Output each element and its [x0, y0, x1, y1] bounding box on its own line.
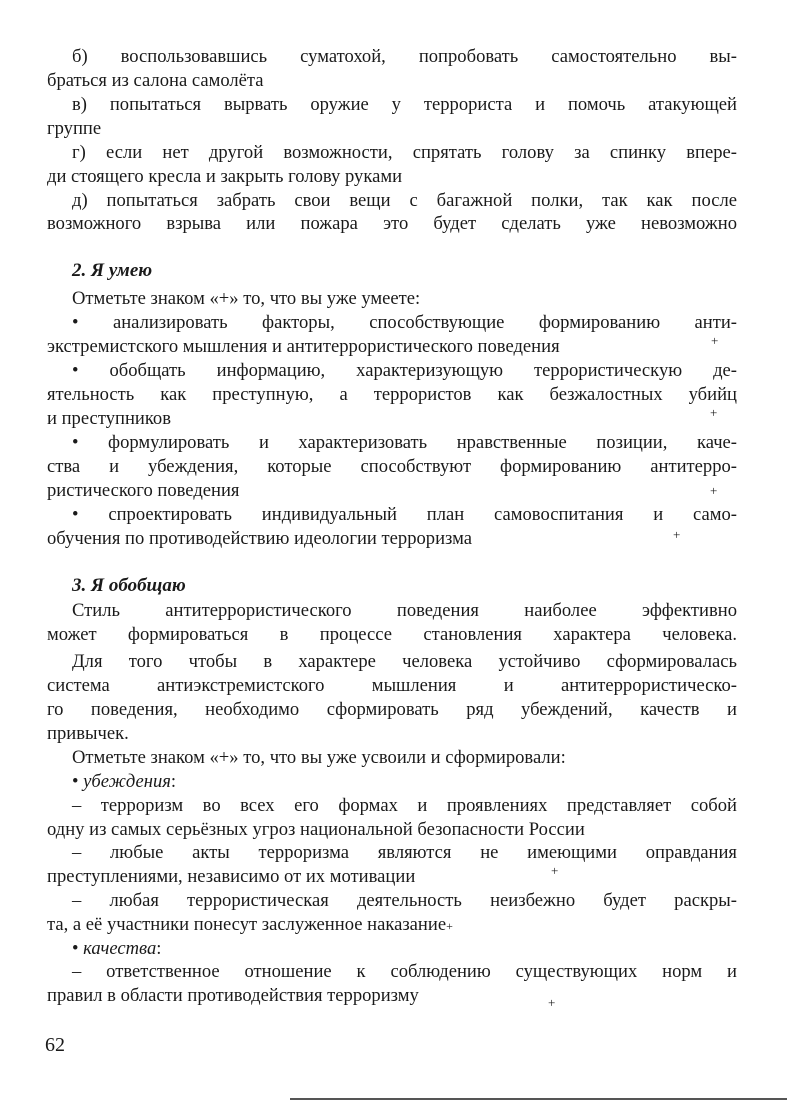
- text-line: и преступников: [47, 408, 172, 429]
- text-line: [72, 937, 737, 961]
- text-line: Отметьте знаком «+» то, что вы уже усвоили и сформировали:: [72, 747, 566, 768]
- text-line: б) воспользовавшись суматохой, попробовать самостоятельно вы-: [72, 46, 737, 67]
- text: та, а её участники понесут заслуженное наказание: [47, 914, 447, 935]
- text-line: система антиэкстремистского мышления и антитеррористическо-: [47, 675, 737, 696]
- text-line: возможного взрыва или пожара это будет сделать уже невозможно: [47, 213, 737, 234]
- text-line: привычек.: [47, 723, 129, 744]
- text-line: – любая террористическая деятельность неизбежно будет раскры-: [72, 890, 737, 911]
- text-line: браться из салона самолёта: [47, 70, 264, 91]
- list-label: качества: [83, 938, 157, 959]
- handwritten-plus-mark: +: [446, 919, 453, 933]
- colon: :: [156, 938, 162, 959]
- handwritten-plus-mark: +: [710, 483, 718, 498]
- text-line: Стиль антитеррористического поведения наиболее эффективно: [72, 600, 737, 621]
- text-line: Отметьте знаком «+» то, что вы уже умеете:: [72, 288, 421, 309]
- text-line: Для того чтобы в характере человека устойчиво сформировалась: [72, 651, 737, 672]
- text-line: может формироваться в процессе становления характера человека.: [47, 624, 737, 645]
- bullet: •: [72, 771, 84, 792]
- text-line: • обобщать информацию, характеризующую террористическую де-: [72, 360, 737, 381]
- text-line: – терроризм во всех его формах и проявлениях представляет собой: [72, 795, 737, 816]
- scan-edge-line: [290, 1098, 787, 1100]
- handwritten-plus-mark: +: [710, 405, 718, 420]
- text-line: – любые акты терроризма являются не имеющими оправдания: [72, 842, 737, 863]
- handwritten-plus-mark: +: [551, 863, 559, 878]
- handwritten-plus-mark: +: [673, 527, 681, 542]
- handwritten-plus-mark: +: [548, 995, 556, 1010]
- text-line: • формулировать и характеризовать нравственные позиции, каче-: [72, 432, 737, 453]
- handwritten-plus-mark: +: [711, 333, 719, 348]
- text-line: [47, 913, 737, 938]
- text-line: [72, 770, 737, 794]
- text-line: г) если нет другой возможности, спрятать голову за спинку впере-: [72, 142, 737, 163]
- text-line: ди стоящего кресла и закрыть голову руками: [47, 166, 403, 187]
- text-line: д) попытаться забрать свои вещи с багажной полки, так как после: [72, 190, 737, 211]
- bullet: •: [72, 938, 84, 959]
- text-line: одну из самых серьёзных угроз национальной безопасности России: [47, 819, 585, 840]
- text-line: правил в области противодействия терроризму: [47, 985, 419, 1006]
- text-line: экстремистского мышления и антитеррористического поведения: [47, 336, 560, 357]
- text-line: • анализировать факторы, способствующие формированию анти-: [72, 312, 737, 333]
- text-line: в) попытаться вырвать оружие у террориста и помочь атакующей: [72, 94, 737, 115]
- text-line: • спроектировать индивидуальный план самовоспитания и само-: [72, 504, 737, 525]
- text-line: преступлениями, независимо от их мотивации: [47, 866, 416, 887]
- text-line: группе: [47, 118, 102, 139]
- list-label: убеждения: [83, 771, 171, 792]
- text-line: ства и убеждения, которые способствуют формированию антитерро-: [47, 456, 737, 477]
- page-number: 62: [45, 1034, 65, 1056]
- text-line: ятельность как преступную, а террористов как безжалостных убийц: [47, 384, 737, 405]
- section-heading: 3. Я обобщаю: [72, 575, 186, 596]
- text-line: го поведения, необходимо сформировать ряд убеждений, качеств и: [47, 699, 737, 720]
- text-line: ристического поведения: [47, 480, 240, 501]
- section-heading: 2. Я умею: [72, 260, 153, 281]
- text-line: обучения по противодействию идеологии терроризма: [47, 528, 473, 549]
- colon: :: [170, 771, 177, 792]
- text-line: – ответственное отношение к соблюдению существующих норм и: [72, 961, 737, 982]
